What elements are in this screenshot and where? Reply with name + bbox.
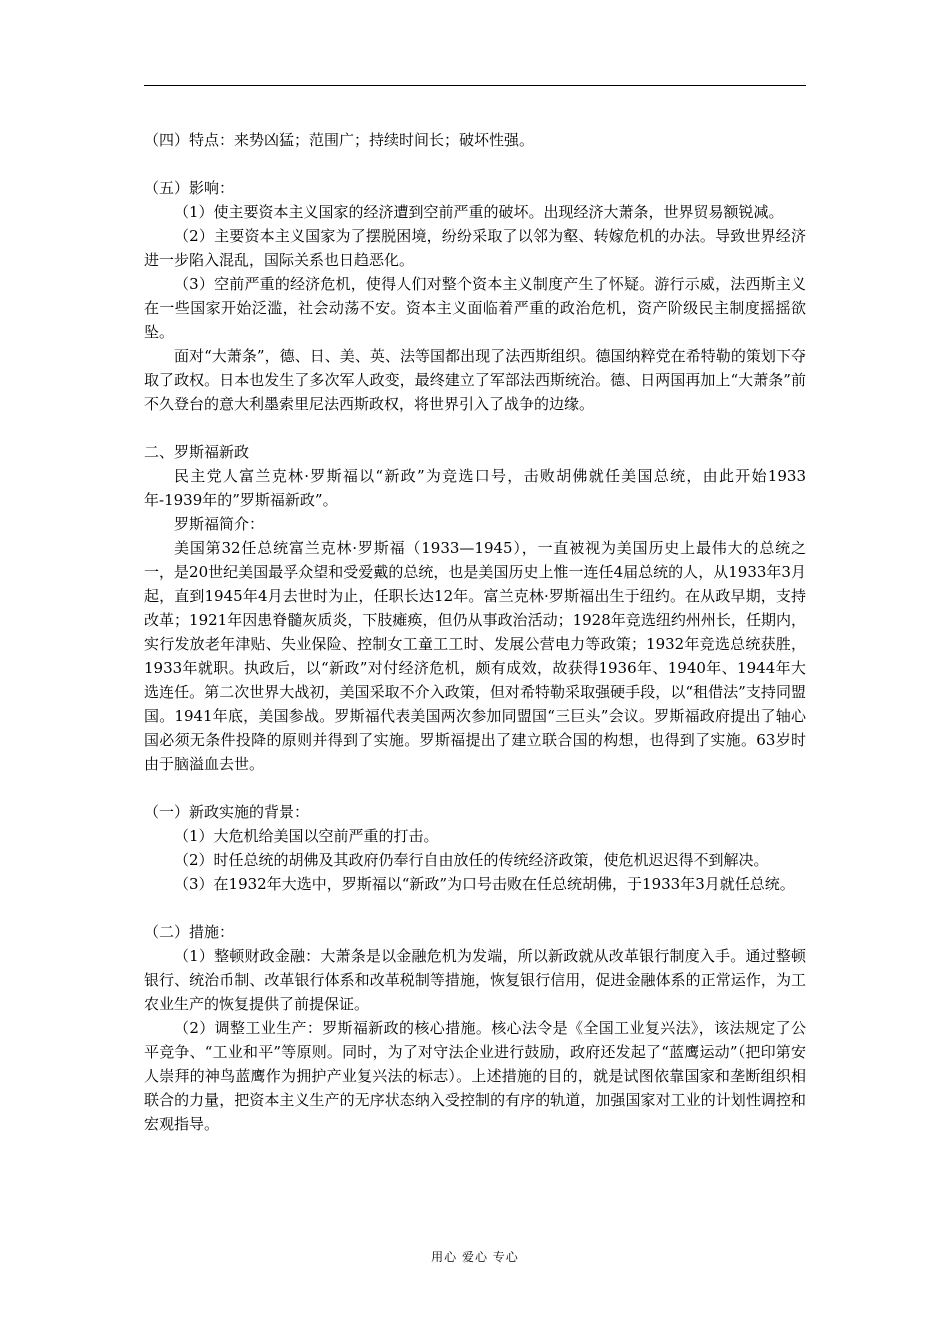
document-body bbox=[144, 128, 806, 1136]
background-item-1: （1）大危机给美国以空前严重的打击。 bbox=[174, 827, 439, 845]
section-5-item-3: （3）空前严重的经济危机，使得人们对整个资本主义制度产生了怀疑。游行示威，法西斯主义在一些国家开始泛滥，社会动荡不安。资本主义面临着严重的政治危机，资产阶级民主制度摇摇欲坠。 bbox=[144, 275, 806, 341]
section-4-features: （四）特点：来势凶猛；范围广；持续时间长；破坏性强。 bbox=[144, 131, 535, 149]
background-item-2: （2）时任总统的胡佛及其政府仍奉行自由放任的传统经济政策，使危机迟迟得不到解决。 bbox=[174, 851, 769, 869]
header-rule bbox=[144, 85, 806, 86]
measures-item-2: （2）调整工业生产：罗斯福新政的核心措施。核心法令是《全国工业复兴法》，该法规定了公平竞争、“工业和平”等原则。同时，为了对守法企业进行鼓励，政府还发起了“蓝鹰运动”（把印第安人崇拜的神鸟蓝鹰作为拥护产业复兴法的标志）。上述措施的目的，就是试图依靠国家和垄断组织相联合的力量，把资本主义生产的无序状态纳入受控制的有序的轨道，加强国家对工业的计划性调控和宏观指导。 bbox=[144, 1019, 806, 1133]
section-5-item-2: （2）主要资本主义国家为了摆脱困境，纷纷采取了以邻为壑、转嫁危机的办法。导致世界经济进一步陷入混乱，国际关系也日趋恶化。 bbox=[144, 227, 806, 269]
bio-heading: 罗斯福简介： bbox=[174, 515, 265, 533]
section-5-paragraph-4: 面对“大萧条”，德、日、美、英、法等国都出现了法西斯组织。德国纳粹党在希特勒的策划下夺取了政权。日本也发生了多次军人政变，最终建立了军部法西斯统治。德、日两国再加上“大萧条”前不久登台的意大利墨索里尼法西斯政权，将世界引入了战争的边缘。 bbox=[144, 347, 806, 413]
background-item-3: （3）在1932年大选中，罗斯福以“新政”为口号击败在任总统胡佛，于1933年3月就任总统。 bbox=[174, 875, 795, 893]
page-footer: 用心 爱心 专心 bbox=[431, 1250, 519, 1264]
section-5-item-1: （1）使主要资本主义国家的经济遭到空前严重的破坏。出现经济大萧条，世界贸易额锐减。 bbox=[174, 203, 784, 221]
background-heading: （一）新政实施的背景： bbox=[144, 803, 310, 821]
part-2-heading: 二、罗斯福新政 bbox=[144, 443, 250, 461]
bio-text: 美国第32任总统富兰克林·罗斯福（1933—1945），一直被视为美国历史上最伟大的总统之一，是20世纪美国最孚众望和受爱戴的总统，也是美国历史上惟一连任4届总统的人，从1933年3月起，直到1945年4月去世时为止，任职长达12年。富兰克林·罗斯福出生于纽约。在从政早期，支持改革；1921年因患脊髓灰质炎，下肢瘫痪，但仍从事政治活动；1928年竞选纽约州州长，任期内，实行发放老年津贴、失业保险、控制女工童工工时、发展公营电力等政策；1932年竞选总统获胜，1933年就职。执政后，以“新政”对付经济危机，颇有成效，故获得1936年、1940年、1944年大选连任。第二次世界大战初，美国采取不介入政策，但对希特勒采取强硬手段，以“租借法”支持同盟国。1941年底，美国参战。罗斯福代表美国两次参加同盟国“三巨头”会议。罗斯福政府提出了轴心国必须无条件投降的原则并得到了实施。罗斯福提出了建立联合国的构想，也得到了实施。63岁时由于脑溢血去世。 bbox=[144, 539, 806, 773]
part-2-intro: 民主党人富兰克林·罗斯福以“新政”为竞选口号，击败胡佛就任美国总统，由此开始1933年-1939年的”罗斯福新政”。 bbox=[144, 467, 806, 509]
section-5-heading: （五）影响： bbox=[144, 179, 235, 197]
measures-heading: （二）措施： bbox=[144, 923, 235, 941]
measures-item-1: （1）整顿财政金融：大萧条是以金融危机为发端，所以新政就从改革银行制度入手。通过整顿银行、统治币制、改革银行体系和改革税制等措施，恢复银行信用，促进金融体系的正常运作，为工农业生产的恢复提供了前提保证。 bbox=[144, 947, 806, 1013]
